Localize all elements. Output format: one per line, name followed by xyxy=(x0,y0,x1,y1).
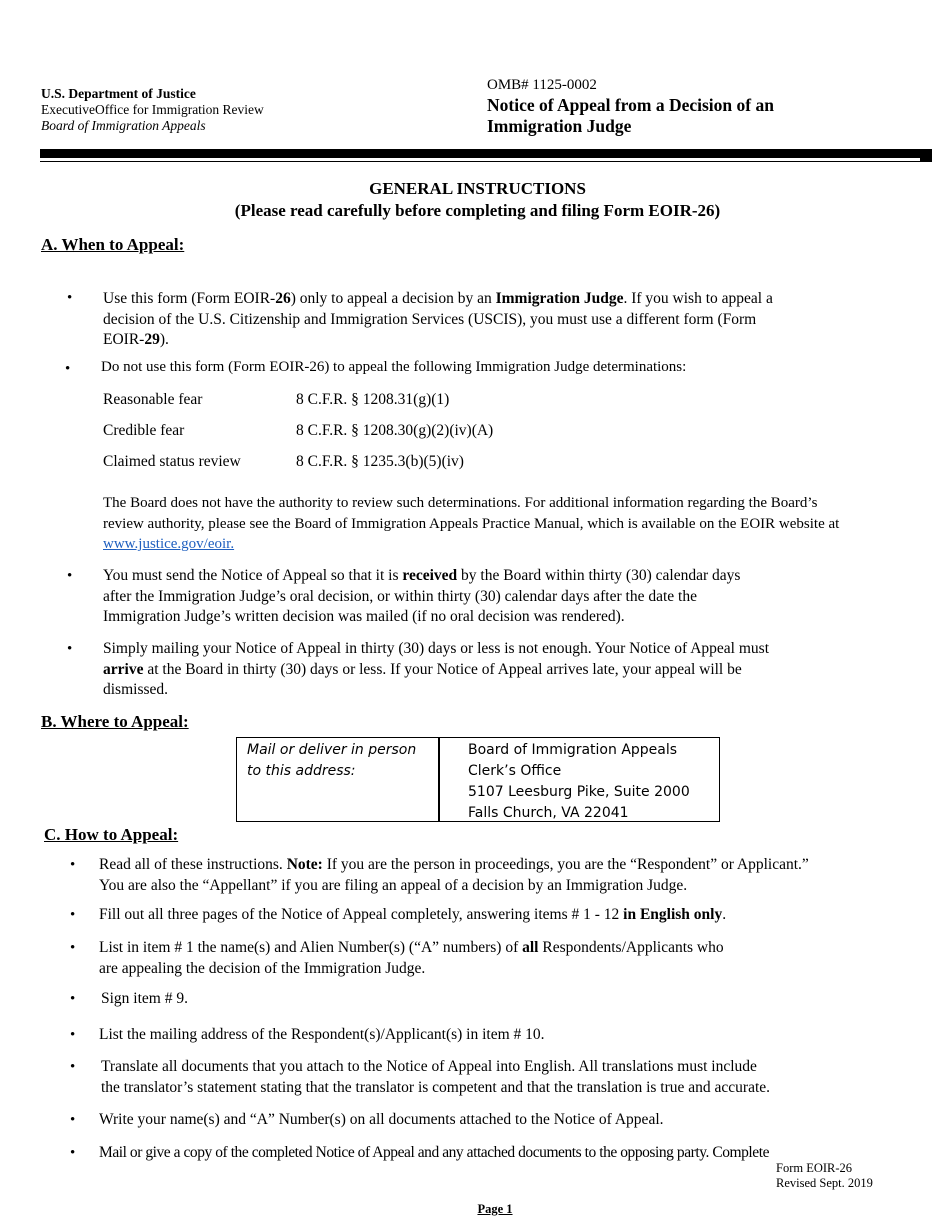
c-bullet-5: List the mailing address of the Respondent(s)/Applicant(s) in item # 10. xyxy=(99,1026,545,1043)
header-thick-rule xyxy=(40,149,930,158)
form-header xyxy=(487,75,774,137)
text: The Board does not have the authority to review such determinations. For additional information regarding the Board’s xyxy=(103,495,818,511)
text: EOIR- xyxy=(103,331,145,348)
text: If you are the person in proceedings, you are the “Respondent” or Applicant.” xyxy=(322,856,809,873)
instructions-title: GENERAL INSTRUCTIONS xyxy=(369,179,586,198)
text: Fill out all three pages of the Notice of Appeal completely, answering items # 1 - 12 xyxy=(99,906,624,923)
text: ). xyxy=(159,331,169,348)
instructions-subtitle: (Please read carefully before completing and filing Form EOIR-26) xyxy=(234,201,721,220)
a-bullet-3 xyxy=(103,566,740,628)
text: Translate all documents that you attach to the Notice of Appeal into English. All translations must include xyxy=(101,1058,757,1075)
c-bullet-1 xyxy=(99,855,809,896)
address-label xyxy=(247,740,416,782)
determination-cite-1: 8 C.F.R. § 1208.31(g)(1) xyxy=(296,391,450,408)
text: by the Board within thirty (30) calendar days xyxy=(457,567,741,584)
text: You are also the “Appellant” if you are filing an appeal of a decision by an Immigration Judge. xyxy=(99,876,688,894)
text: 5107 Leesburg Pike, Suite 2000 xyxy=(468,784,690,800)
bullet-icon: • xyxy=(67,290,73,306)
form-title-line1: Notice of Appeal from a Decision of an xyxy=(487,95,774,115)
bullet-icon: • xyxy=(70,1059,76,1075)
header-rule-cap xyxy=(920,149,932,162)
text-bold: Note: xyxy=(286,856,323,873)
form-footer xyxy=(776,1161,873,1191)
text-bold: in English only xyxy=(623,906,723,923)
eoir-website-link[interactable]: www.justice.gov/eoir. xyxy=(103,536,235,552)
board-authority-paragraph xyxy=(103,493,839,555)
c-bullet-8: Mail or give a copy of the completed Notice of Appeal and any attached documents to the opposing party. Complete xyxy=(99,1144,770,1161)
agency-line1: U.S. Department of Justice xyxy=(41,86,196,101)
bullet-icon: • xyxy=(70,907,76,923)
text: the translator’s statement stating that the translator is competent and that the translation is true and accurate. xyxy=(101,1078,771,1096)
text: ) only to appeal a decision by an xyxy=(290,290,496,307)
text: Use this form (Form EOIR- xyxy=(103,290,276,307)
bullet-icon: • xyxy=(70,991,76,1007)
c-bullet-7: Write your name(s) and “A” Number(s) on all documents attached to the Notice of Appeal. xyxy=(99,1111,664,1128)
text: Clerk’s Office xyxy=(468,763,562,779)
text: Simply mailing your Notice of Appeal in thirty (30) days or less is not enough. Your Notice of Appeal must xyxy=(103,640,770,657)
text: Falls Church, VA 22041 xyxy=(468,805,629,821)
section-a-heading: A. When to Appeal: xyxy=(41,235,185,254)
agency-line2: ExecutiveOffice for Immigration Review xyxy=(41,102,264,117)
determination-cite-3: 8 C.F.R. § 1235.3(b)(5)(iv) xyxy=(296,453,464,470)
text: Read all of these instructions. xyxy=(99,856,287,873)
a-bullet-2: Do not use this form (Form EOIR-26) to appeal the following Immigration Judge determinations: xyxy=(101,359,687,375)
c-bullet-4: Sign item # 9. xyxy=(101,990,188,1007)
determination-cite-2: 8 C.F.R. § 1208.30(g)(2)(iv)(A) xyxy=(296,422,494,439)
c-bullet-2 xyxy=(99,905,726,926)
a-bullet-4 xyxy=(103,639,769,701)
text: . If you wish to appeal a xyxy=(623,290,773,307)
bullet-icon: • xyxy=(67,641,73,657)
instructions-heading xyxy=(0,178,950,222)
text: review authority, please see the Board of Immigration Appeals Practice Manual, which is available on the EOIR website at xyxy=(103,515,840,532)
agency-block xyxy=(41,86,264,134)
bullet-icon: • xyxy=(70,1027,76,1043)
agency-line3: Board of Immigration Appeals xyxy=(41,118,206,133)
section-b-heading: B. Where to Appeal: xyxy=(41,712,189,731)
text-bold: arrive xyxy=(103,660,144,678)
text-bold: 26 xyxy=(275,290,291,307)
header-thin-rule xyxy=(40,161,920,162)
text: at the Board in thirty (30) days or less. If your Notice of Appeal arrives late, your appeal will be xyxy=(143,660,742,678)
text: List in item # 1 the name(s) and Alien Number(s) (“A” numbers) of xyxy=(99,939,523,956)
a-bullet-1 xyxy=(103,289,903,351)
page-number: Page 1 xyxy=(477,1202,513,1216)
text: Board of Immigration Appeals xyxy=(468,742,678,758)
form-title-line2: Immigration Judge xyxy=(487,116,632,136)
text-bold: received xyxy=(402,567,458,584)
text: . xyxy=(722,906,727,923)
footer-revision: Revised Sept. 2019 xyxy=(776,1176,873,1190)
text-bold: Immigration Judge xyxy=(495,290,624,307)
text: after the Immigration Judge’s oral decision, or within thirty (30) calendar days after the date the xyxy=(103,587,697,605)
c-bullet-6 xyxy=(101,1057,770,1098)
text: Immigration Judge’s written decision was mailed (if no oral decision was rendered). xyxy=(103,608,625,625)
footer-form-number: Form EOIR-26 xyxy=(776,1161,853,1175)
text-bold: all xyxy=(522,939,539,956)
address-box-divider xyxy=(438,738,440,821)
bullet-icon: • xyxy=(65,361,71,377)
bullet-icon: • xyxy=(70,940,76,956)
text: You must send the Notice of Appeal so that it is xyxy=(103,567,403,584)
bullet-icon: • xyxy=(70,1112,76,1128)
bullet-icon: • xyxy=(67,568,73,584)
text: dismissed. xyxy=(103,681,169,698)
text: Mail or deliver in person xyxy=(247,742,417,758)
address-box xyxy=(236,737,720,822)
text-bold: 29 xyxy=(144,331,160,348)
determination-name-2: Credible fear xyxy=(103,422,185,439)
bullet-icon: • xyxy=(70,1145,76,1161)
bullet-icon: • xyxy=(70,857,76,873)
text: decision of the U.S. Citizenship and Immigration Services (USCIS), you must use a different form (Form xyxy=(103,310,757,328)
text: are appealing the decision of the Immigration Judge. xyxy=(99,959,426,977)
determination-name-3: Claimed status review xyxy=(103,453,241,470)
address-value xyxy=(468,740,690,824)
section-c-heading: C. How to Appeal: xyxy=(44,825,179,844)
omb-number: OMB# 1125-0002 xyxy=(487,77,597,93)
text: to this address: xyxy=(247,763,356,779)
c-bullet-3 xyxy=(99,938,724,979)
determination-name-1: Reasonable fear xyxy=(103,391,203,408)
text: Respondents/Applicants who xyxy=(538,939,724,956)
